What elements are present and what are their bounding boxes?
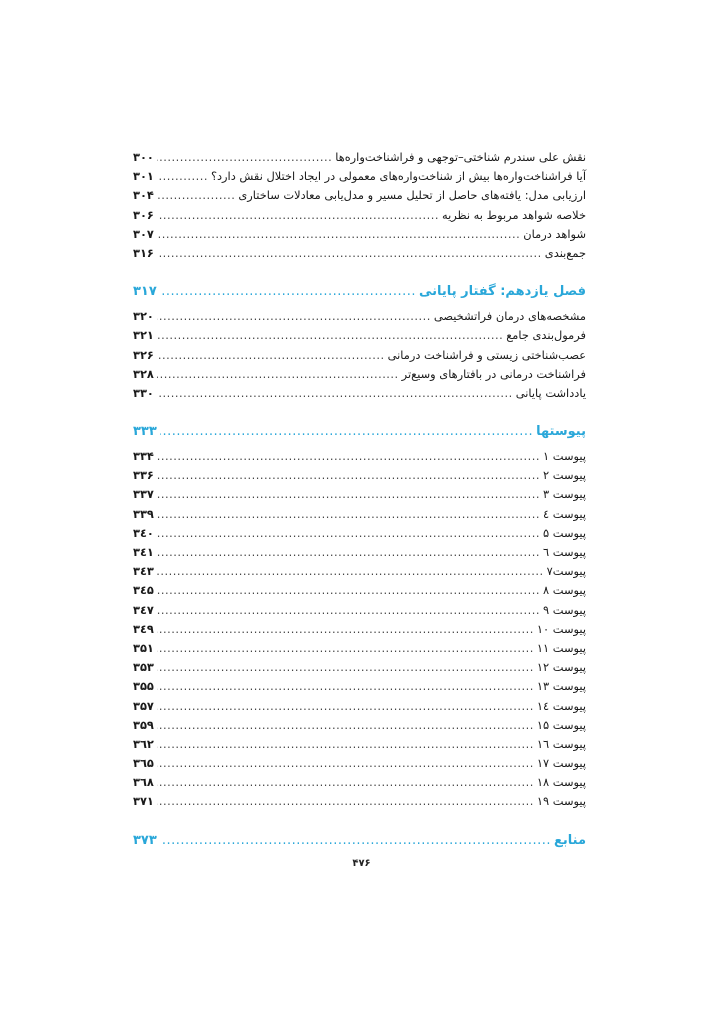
toc-entry-page: ۳٤۷	[133, 602, 154, 617]
section-1-list	[133, 148, 586, 263]
toc-entry-title: جمع‌بندی	[544, 245, 586, 260]
toc-entry-page: ۳۳۰	[133, 385, 154, 400]
toc-entry-title: پیوست ۱۰	[536, 621, 586, 636]
toc-entry-page: ۳٦۸	[133, 775, 154, 790]
toc-entry[interactable]	[133, 754, 586, 773]
toc-entry-title: آیا فراشناخت‌واره‌ها بیش از شناخت‌واره‌های معمولی در ایجاد اختلال نقش دارد؟	[210, 169, 586, 184]
dot-leader	[157, 485, 540, 504]
toc-entry[interactable]	[133, 792, 586, 811]
dot-leader	[157, 167, 208, 186]
toc-entry-title: ارزیابی مدل: یافته‌های حاصل از تحلیل مسیر و مدل‌یابی معادلات ساختاری	[238, 188, 586, 203]
dot-leader	[157, 466, 540, 485]
toc-entry[interactable]	[133, 485, 586, 504]
toc-entry-title: پیوست ۲	[543, 468, 586, 483]
toc-entry[interactable]	[133, 447, 586, 466]
toc-entry-title: پیوست ۳	[543, 487, 586, 502]
toc-entry-page: ۳۰۶	[133, 207, 154, 222]
toc-entry-title: پیوست ٦	[543, 545, 586, 559]
toc-entry[interactable]	[133, 186, 586, 205]
dot-leader	[157, 735, 534, 754]
dot-leader	[157, 773, 534, 792]
toc-entry[interactable]	[133, 543, 586, 562]
toc-entry[interactable]	[133, 773, 586, 792]
toc-entry-title: مشخصه‌های درمان فراتشخیصی	[433, 309, 586, 324]
spacer	[133, 812, 586, 830]
toc-entry-page: ۳۰۴	[133, 188, 154, 203]
toc-entry-page: ۳٦۵	[133, 756, 154, 771]
toc-entry[interactable]	[133, 601, 586, 620]
toc-entry-title: پیوست ۱۵	[536, 717, 586, 732]
chapter-heading-page: ۳۷۳	[133, 832, 157, 848]
dot-leader	[157, 754, 534, 773]
toc-entry[interactable]	[133, 735, 586, 754]
dot-leader	[157, 524, 540, 543]
dot-leader	[160, 421, 533, 443]
dot-leader	[157, 601, 540, 620]
toc-entry-title: نقش علی سندرم شناختی–توجهی و فراشناخت‌واره‌ها	[335, 150, 586, 164]
toc-entry-title: پیوست ۱۸	[536, 775, 586, 790]
toc-entry-page: ۳۳۷	[133, 487, 154, 502]
chapter-heading-title: فصل یازدهم: گفتار پایانی	[419, 284, 586, 300]
toc-entry-page: ۳۰۷	[133, 226, 154, 241]
references-section	[133, 830, 586, 852]
toc-entry-title: پیوست ۱۱	[536, 640, 586, 655]
chapter-heading-title: پیوستها	[536, 424, 586, 440]
toc-entry-page: ۳۲۸	[133, 366, 154, 381]
toc-entry-title: فراشناخت درمانی در بافتارهای وسیع‌تر	[401, 366, 586, 381]
toc-entry-title: پیوست ۱٤	[536, 698, 586, 713]
toc-entry-page: ۳۳۹	[133, 506, 154, 521]
dot-leader	[157, 384, 513, 403]
toc-entry-title: عصب‌شناختی زیستی و فراشناخت درمانی	[387, 347, 586, 362]
toc-entry-page: ۳٤۹	[133, 621, 154, 636]
chapter-heading-page: ۳۱۷	[133, 284, 157, 300]
toc-entry-page: ۳۵۹	[133, 717, 154, 732]
toc-entry-page: ۳۵۵	[133, 679, 154, 694]
dot-leader	[157, 186, 236, 205]
chapter-heading[interactable]	[133, 281, 586, 303]
chapter-heading[interactable]	[133, 830, 586, 852]
toc-entry-page: ۳۰۰	[133, 150, 154, 164]
dot-leader	[157, 620, 534, 639]
dot-leader	[157, 447, 540, 466]
toc-entry-title: پیوست ۵	[543, 525, 586, 540]
toc-entry[interactable]	[133, 505, 586, 524]
spacer	[133, 263, 586, 281]
toc-entry-page: ۳٤۱	[133, 545, 154, 559]
page-number: ۴۷۶	[352, 858, 371, 869]
dot-leader	[157, 697, 534, 716]
toc-entry-page: ۳٤۳	[133, 564, 154, 579]
toc-entry[interactable]	[133, 307, 586, 326]
dot-leader	[157, 244, 542, 263]
dot-leader	[157, 365, 399, 384]
toc-entry-title: پیوست ۱۹	[536, 794, 586, 809]
toc-entry-page: ۳٦۲	[133, 736, 154, 751]
dot-leader	[157, 677, 534, 696]
toc-entry[interactable]	[133, 620, 586, 639]
toc-entry[interactable]	[133, 716, 586, 735]
dot-leader	[160, 281, 416, 303]
toc-entry-title: یادداشت پایانی	[515, 385, 586, 400]
dot-leader	[157, 346, 385, 365]
toc-entry[interactable]	[133, 697, 586, 716]
toc-entry-page: ۳۷۱	[133, 794, 154, 809]
toc-entry-title: پیوست ۸	[543, 583, 586, 598]
toc-entry[interactable]	[133, 581, 586, 600]
chapter-heading-title: منابع	[554, 832, 586, 848]
toc-entry[interactable]	[133, 658, 586, 677]
toc-entry[interactable]	[133, 677, 586, 696]
dot-leader	[157, 543, 540, 562]
toc-entry-title: پیوست ۱۲	[536, 660, 586, 675]
toc-entry[interactable]	[133, 562, 586, 581]
toc-entry-page: ۳۲۰	[133, 309, 154, 324]
toc-entry[interactable]	[133, 225, 586, 244]
toc-entry-title: فرمول‌بندی جامع	[506, 328, 586, 343]
toc-entry-title: شواهد درمان	[523, 226, 586, 241]
toc-entry-page: ۳۵۳	[133, 660, 154, 675]
toc-entry[interactable]	[133, 365, 586, 384]
toc-entry[interactable]	[133, 524, 586, 543]
toc-entry[interactable]	[133, 384, 586, 403]
toc-entry-title: پیوست ۱٦	[536, 736, 586, 751]
toc-entry[interactable]	[133, 148, 586, 167]
toc-entry-page: ۳۰۱	[133, 169, 154, 184]
dot-leader	[157, 307, 431, 326]
toc-entry-title: پیوست ۱۳	[536, 679, 586, 694]
toc-entry-page: ۳۳۶	[133, 468, 154, 483]
toc-entry[interactable]	[133, 326, 586, 345]
dot-leader	[157, 716, 534, 735]
appendices-section	[133, 421, 586, 812]
toc-entry[interactable]	[133, 346, 586, 365]
toc-entry-page: ۳٤۰	[133, 525, 154, 540]
dot-leader	[157, 326, 503, 345]
toc-entry-page: ۳۵۷	[133, 698, 154, 713]
dot-leader	[157, 148, 332, 167]
toc-entry[interactable]	[133, 639, 586, 658]
toc-entry-page: ۳۳۴	[133, 449, 154, 464]
dot-leader	[157, 639, 534, 658]
toc-entry[interactable]	[133, 167, 586, 186]
dot-leader	[157, 792, 534, 811]
toc-entry-page: ۳۲۶	[133, 347, 154, 362]
dot-leader	[157, 581, 540, 600]
toc-entry[interactable]	[133, 244, 586, 263]
toc-entry-page: ۳۲۱	[133, 328, 154, 343]
dot-leader	[157, 658, 534, 677]
toc-entry-page: ۳٤۵	[133, 583, 154, 598]
dot-leader	[157, 225, 520, 244]
toc-entry-title: خلاصه شواهد مربوط به نظریه	[441, 207, 586, 222]
dot-leader	[157, 206, 439, 225]
chapter-11-section	[133, 281, 586, 403]
toc-entry-title: پیوست ٤	[543, 506, 586, 521]
spacer	[133, 403, 586, 421]
toc-entry[interactable]	[133, 466, 586, 485]
toc-entry-title: پیوست ۱۷	[536, 756, 586, 771]
chapter-heading-page: ۳۳۳	[133, 424, 157, 440]
table-of-contents	[133, 148, 586, 852]
toc-entry-title: پیوست ۱	[543, 449, 586, 464]
toc-entry-page: ۳۵۱	[133, 640, 154, 655]
dot-leader	[157, 562, 544, 581]
toc-entry-title: پیوست۷	[546, 564, 586, 579]
dot-leader	[157, 505, 540, 524]
toc-entry-title: پیوست ۹	[543, 602, 586, 617]
toc-entry[interactable]	[133, 206, 586, 225]
dot-leader	[160, 830, 551, 852]
toc-entry-page: ۳۱۶	[133, 245, 154, 260]
chapter-heading[interactable]	[133, 421, 586, 443]
